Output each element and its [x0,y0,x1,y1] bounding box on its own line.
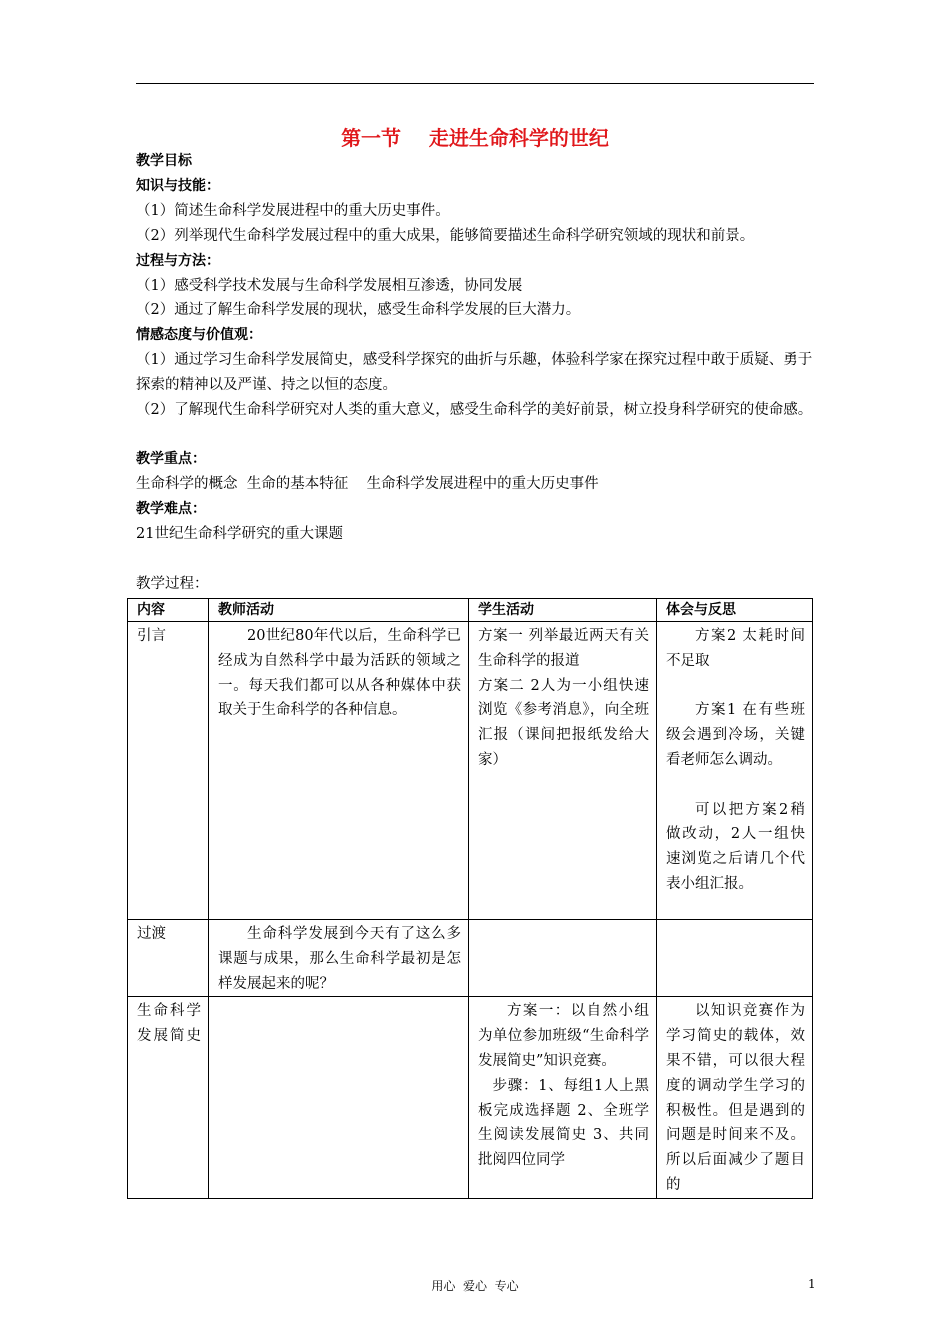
process-item-2: （2）通过了解生命科学发展的现状，感受生命科学发展的巨大潜力。 [136,302,581,318]
row-reflection [657,920,813,997]
reflection-note-3: 可以把方案2稍做改动，2人一组快速浏览之后请几个代表小组汇报。 [666,801,805,892]
knowledge-item-2: （2）列举现代生命科学发展过程中的重大成果，能够简要描述生命科学研究领域的现状和前景。 [136,228,755,244]
row-teacher-activity: 20世纪80年代以后，生命科学已经成为自然科学中最为活跃的领域之一。每天我们都可以从各种媒体中获取关于生命科学的各种信息。 [209,622,469,920]
table-row [128,622,813,920]
reflection-note-2: 方案1 在有些班级会遇到冷场，关键看老师怎么调动。 [666,702,805,768]
student-plan-1: 方案一 列举最近两天有关生命科学的报道 [478,628,649,669]
header-reflection: 体会与反思 [657,599,813,622]
knowledge-item-1: （1）简述生命科学发展进程中的重大历史事件。 [136,203,450,219]
student-plan-2: 方案二 2人为一小组快速浏览《参考消息》，向全班汇报（课间把报纸发给大家） [478,677,649,768]
difficult-points-heading: 教学难点： [136,501,206,517]
knowledge-heading: 知识与技能： [136,178,220,194]
header-rule [136,83,814,84]
key-points-heading: 教学重点： [136,451,206,467]
goals-heading: 教学目标 [136,153,192,169]
student-plan-1: 方案一：以自然小组为单位参加班级“生命科学发展简史”知识竞赛。 [478,1003,649,1069]
teaching-process-table [127,598,813,1199]
table-row [128,920,813,997]
attitude-heading: 情感态度与价值观： [136,327,262,343]
row-student-activity [469,997,657,1198]
page-title: 第一节 走进生命科学的世纪 [341,126,609,150]
row-reflection: 以知识竞赛作为学习简史的载体，效果不错，可以很大程度的调动学生学习的积极性。但是遇到的问题是时间来不及。所以后面减少了题目的 [657,997,813,1198]
page-footer: 用心 爱心 专心 [431,1279,519,1293]
row-reflection [657,622,813,920]
row-student-activity [469,920,657,997]
row-teacher-activity [209,997,469,1198]
attitude-item-1: （1）通过学习生命科学发展简史，感受科学探究的曲折与乐趣，体验科学家在探究过程中敢于质疑、勇于探索的精神以及严谨、持之以恒的态度。 [136,352,813,393]
row-content: 过渡 [128,920,209,997]
header-teacher-activity: 教师活动 [209,599,469,622]
row-content: 引言 [128,622,209,920]
process-heading: 过程与方法： [136,253,220,269]
row-teacher-activity: 生命科学发展到今天有了这么多课题与成果，那么生命科学最初是怎样发展起来的呢？ [209,920,469,997]
page-number: 1 [808,1277,816,1291]
table-header-row [128,599,813,622]
student-steps: 步骤：1、每组1人上黑板完成选择题 2、全班学生阅读发展简史 3、共同批阅四位同学 [478,1077,649,1169]
header-student-activity: 学生活动 [469,599,657,622]
row-student-activity [469,622,657,920]
difficult-points-text: 21世纪生命科学研究的重大课题 [136,526,343,542]
row-content: 生命科学发展简史 [128,997,209,1198]
attitude-item-2: （2）了解现代生命科学研究对人类的重大意义，感受生命科学的美好前景，树立投身科学研究的使命感。 [136,402,813,418]
reflection-note-1: 方案2 太耗时间 不足取 [666,628,805,669]
process-label: 教学过程： [136,576,209,592]
process-item-1: （1）感受科学技术发展与生命科学发展相互渗透，协同发展 [136,278,523,294]
table-row [128,997,813,1198]
header-content: 内容 [128,599,209,622]
key-points-text: 生命科学的概念 生命的基本特征 生命科学发展进程中的重大历史事件 [136,476,599,492]
